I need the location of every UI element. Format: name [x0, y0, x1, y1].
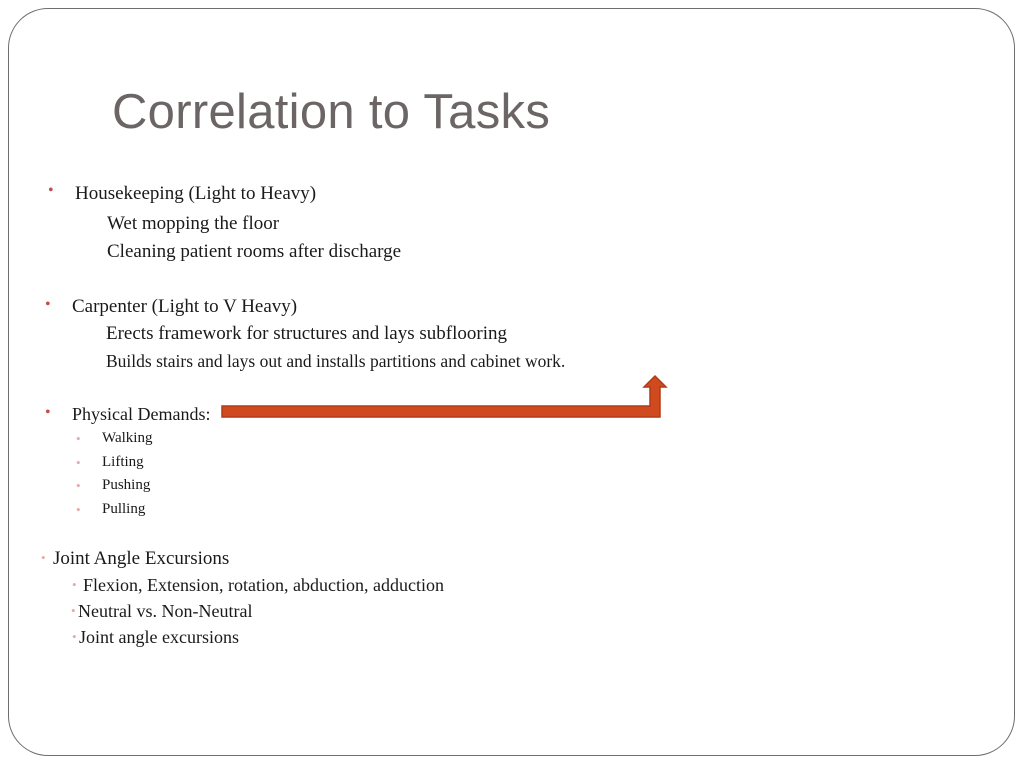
bullet-dot-icon: • — [76, 455, 81, 470]
physical-demand-item: Pushing — [102, 477, 151, 493]
physical-demand-item: Lifting — [102, 454, 144, 470]
bullet-dot-icon: • — [45, 296, 51, 313]
bullet-dot-icon: • — [76, 502, 81, 517]
physical-demands-heading: Physical Demands: — [72, 404, 211, 424]
bullet-dot-icon: • — [71, 603, 76, 618]
slide-title: Correlation to Tasks — [112, 85, 551, 139]
bullet-dot-icon: • — [76, 431, 81, 446]
bullet-dot-icon: • — [45, 404, 51, 421]
carpenter-heading: Carpenter (Light to V Heavy) — [72, 296, 298, 317]
bullet-dot-icon: • — [72, 577, 77, 592]
joint-angle-heading: Joint Angle Excursions — [53, 548, 230, 569]
physical-demand-item: Pulling — [102, 501, 146, 517]
housekeeping-item: Wet mopping the floor — [107, 213, 280, 234]
carpenter-item: Erects framework for structures and lays subflooring — [106, 323, 507, 344]
joint-angle-item: Neutral vs. Non-Neutral — [78, 601, 253, 621]
housekeeping-heading: Housekeeping (Light to Heavy) — [75, 183, 317, 204]
joint-angle-item: Flexion, Extension, rotation, abduction, adduction — [83, 575, 444, 595]
bullet-dot-icon: • — [72, 629, 77, 644]
bullet-dot-icon: • — [76, 478, 81, 493]
housekeeping-item: Cleaning patient rooms after discharge — [107, 241, 402, 262]
physical-demand-item: Walking — [102, 430, 153, 446]
joint-angle-item: Joint angle excursions — [79, 627, 239, 647]
bullet-dot-icon: • — [48, 182, 54, 199]
carpenter-item: Builds stairs and lays out and installs partitions and cabinet work. — [106, 351, 566, 371]
bullet-dot-icon: • — [41, 550, 46, 565]
